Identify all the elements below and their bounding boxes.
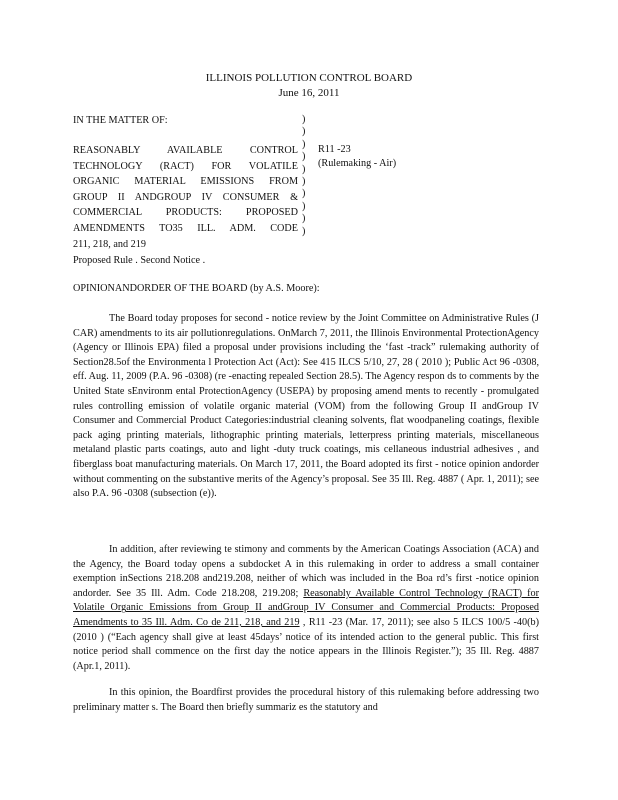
caption-line: COMMERCIAL PRODUCTS: PROPOSED <box>73 207 298 219</box>
paragraph-2-text-a: In addition, after reviewing te stimony and comments by the American Coatings Association (ACA) and the Agency, the Board today opens a subdocket A in this rulemaking in order to address a small container exemption inSections 218.208 and219.208, neither of which was included in the Boa rd’s first -notice opinion andorder. See 35 Ill. Adm. Code 218.208, 219.208; <box>73 544 539 599</box>
caption-line: GROUP II ANDGROUP IV CONSUMER & <box>73 191 298 203</box>
case-citation-underlined: Reasonably Available Control Technology (RACT) for Volatile Organic Emissions from Group II andGroup IV Consumer and Commercial Products: Proposed Amendments to 35 Ill. Adm. Co de 211, 218, and 219 <box>73 587 539 628</box>
caption-line: REASONABLY AVAILABLE CONTROL <box>73 145 298 156</box>
caption-line: 211, 218, and 219 <box>73 238 146 250</box>
paragraph-2-text-b: , R11 -23 (Mar. 17, 2011); see also 5 ILCS 100/5 -40(b) (2010 ) (“Each agency shall give at least 45days’ notice of its intended action to the general public. This first notice period shall commence on the first day the notice appears in the Illinois Register.”); 35 Ill. Reg. 4887 (Apr.1, 2011). <box>73 616 539 672</box>
paren: ) <box>302 188 306 200</box>
caption-title <box>73 143 298 252</box>
paragraph-3-text: In this opinion, the Boardfirst provides the procedural history of this rulemaking before addressing two preliminary matter s. The Board then briefly summariz es the statutory and <box>73 687 539 713</box>
caption-line: TECHNOLOGY (RACT) FOR VOLATILE <box>73 160 298 172</box>
paren: ) <box>302 151 306 163</box>
caption-line: ORGANIC MATERIAL EMISSIONS FROM <box>73 176 298 188</box>
in-the-matter-label: IN THE MATTER OF: <box>73 115 168 126</box>
docket-type: (Rulemaking - Air) <box>318 158 397 169</box>
paren: ) <box>302 213 306 225</box>
paren: ) <box>302 114 306 125</box>
paragraph-1-text: The Board today proposes for second - notice review by the Joint Committee on Administrative Rules (J CAR) amendments to its air pollutionregulations. OnMarch 7, 2011, the Illinois Environmental ProtectionAgency (Agency or Illinois EPA) filed a proposal under provisions including the ‘fast -track” rulemaking authority of Section28.5of the Environmenta l Protection Act (Act): See 415 ILCS 5/10, 27, 28 ( 2010 ); Public Act 96 -0308, eff. Aug. 11, 2009 (P.A. 96 -0308) (re -enacting repealed Section 28.5). The Agency respon ds to comments by the United State sEnvironm ental ProtectionAgency (USEPA) by proposing amend ments to recently - promulgated rules controlling emission of volatile organic material (VOM) from the following Group II andGroup IV Consumer and Commercial Product Categories:industrial cleaning solvents, flat woodpaneling coatings, flexible pack aging printing materials, lithographic printing materials, letterpress printing materials, miscellaneous metaland plastic parts coatings, auto and light -duty truck coatings, mis cellaneous industrial adhesives , and fiberglass boat manufacturing materials. On March 17, 2011, the Board adopted its first - notice opinion andorder without commenting on the substantive merits of the Agency’s proposal. See 35 Ill. Reg. 4887 ( Apr. 1, 2011); see also P.A. 96 -0308 (subsection (e)). <box>73 313 539 500</box>
paren: ) <box>302 225 306 237</box>
opinion-heading: OPINIONANDORDER OF THE BOARD (by A.S. Moore): <box>73 283 320 294</box>
caption-line: AMENDMENTS TO35 ILL. ADM. CODE <box>73 222 298 234</box>
paragraph-3 <box>73 686 539 715</box>
paren: ) <box>302 126 306 138</box>
paren: ) <box>302 138 306 150</box>
paragraph-1 <box>73 312 539 502</box>
caption-parentheses <box>302 114 312 238</box>
proposed-rule-label: Proposed Rule . Second Notice . <box>73 255 206 266</box>
board-title: ILLINOIS POLLUTION CONTROL BOARD <box>205 72 413 84</box>
paren: ) <box>302 200 306 212</box>
document-date: June 16, 2011 <box>278 87 340 99</box>
paragraph-2 <box>73 543 539 674</box>
paren: ) <box>302 176 306 188</box>
paren: ) <box>302 163 306 175</box>
docket-number: R11 -23 <box>318 144 351 155</box>
